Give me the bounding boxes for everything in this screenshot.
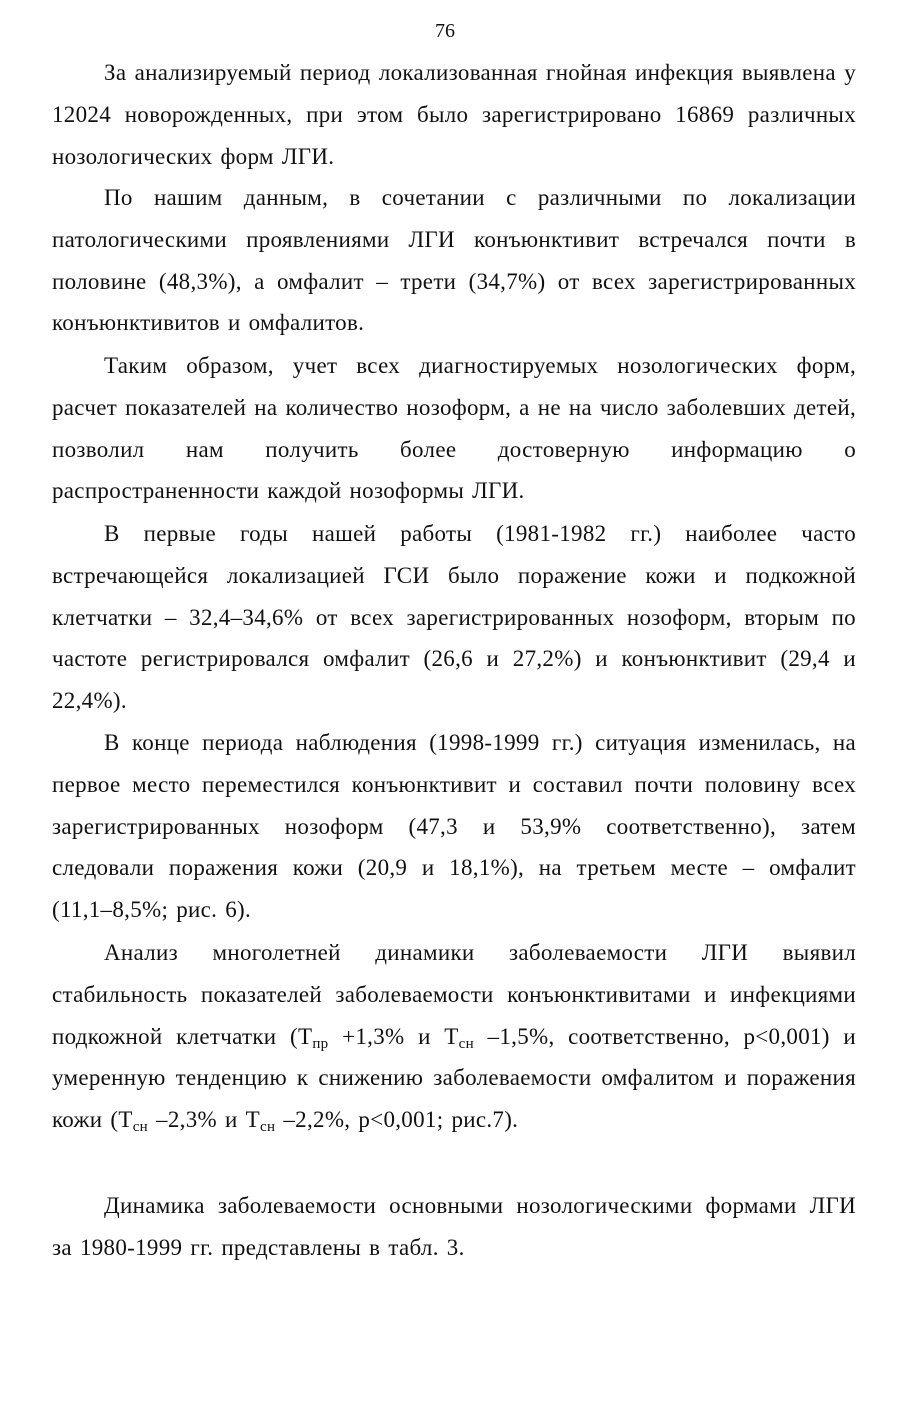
paragraph-6-part-3: –1,5%, соответственно, р<0,001) и умеренную тенденцию к снижению заболеваемости омфалитом и поражения кожи (Т	[52, 1023, 856, 1133]
subscript-sn: сн	[458, 1035, 474, 1052]
paragraph-1: За анализируемый период локализованная гнойная инфекция выявлена у 12024 новорожденных, при этом было зарегистрировано 16869 различных нозологических форм ЛГИ.	[52, 60, 856, 169]
subscript-sn: сн	[260, 1119, 276, 1136]
paragraph-6-part-2: +1,3% и Т	[328, 1023, 459, 1049]
subscript-sn: сн	[132, 1119, 148, 1136]
subscript-pr: пр	[312, 1035, 329, 1052]
paragraph-6-part-4: –2,3% и Т	[148, 1107, 261, 1133]
page-number: 76	[435, 20, 455, 42]
paragraph-5: В конце периода наблюдения (1998-1999 гг.) ситуация изменилась, на первое место переместился конъюнктивит и составил почти половину всех зарегистрированных нозоформ (47,3 и 53,9% соответственно), затем следовали поражения кожи (20,9 и 18,1%), на третьем месте – омфалит (11,1–8,5%; рис. 6).	[52, 730, 856, 923]
paragraph-6-part-1: Анализ многолетней динамики заболеваемости ЛГИ выявил стабильность показателей заболеваемости конъюнктивитами и инфекциями подкожной клетчатки (Т	[52, 940, 856, 1049]
paragraph-6-part-5: –2,2%, р<0,001; рис.7).	[275, 1107, 519, 1133]
paragraph-7: Динамика заболеваемости основными нозологическими формами ЛГИ за 1980-1999 гг. представлены в табл. 3.	[52, 1193, 856, 1260]
paragraph-6	[52, 932, 856, 1141]
paragraph-2: По нашим данным, в сочетании с различными по локализации патологическими проявлениями ЛГИ конъюнктивит встречался почти в половине (48,3%), а омфалит – трети (34,7%) от всех зарегистрированных конъюнктивитов и омфалитов.	[52, 185, 856, 336]
paragraph-4: В первые годы нашей работы (1981-1982 гг.) наиболее часто встречающейся локализацией ГСИ было поражение кожи и подкожной клетчатки – 32,4–34,6% от всех зарегистрированных нозоформ, вторым по частоте регистрировался омфалит (26,6 и 27,2%) и конъюнктивит (29,4 и 22,4%).	[52, 521, 856, 714]
paragraph-3: Таким образом, учет всех диагностируемых нозологических форм, расчет показателей на количество нозоформ, а не на число заболевших детей, позволил нам получить более достоверную информацию о распространенности каждой нозоформы ЛГИ.	[52, 353, 857, 504]
